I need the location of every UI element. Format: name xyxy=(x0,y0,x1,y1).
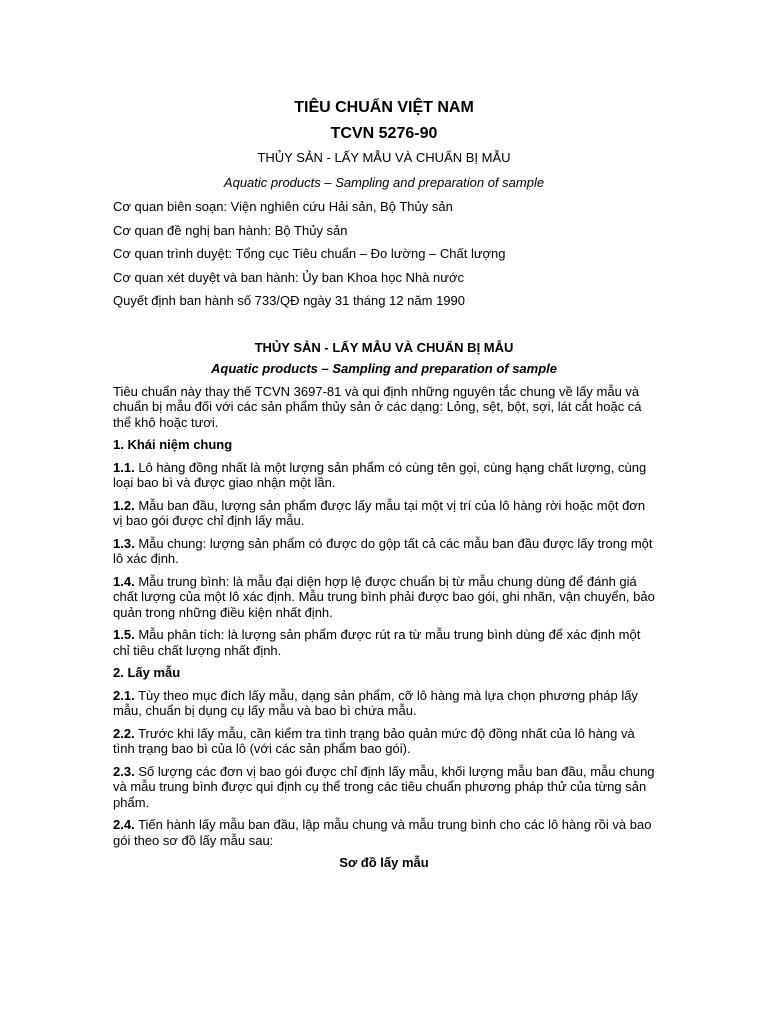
clause-text: Số lượng các đơn vị bao gói được chỉ định lấy mẫu, khối lượng mẫu ban đầu, mẫu chung và mẫu trung bình được qui định cụ thể trong các tiêu chuẩn phương pháp thử của từng sản phẩm. xyxy=(113,763,655,810)
meta-compiler: Cơ quan biên soạn: Viện nghiên cứu Hải sản, Bộ Thủy sản xyxy=(113,199,453,214)
clause-2-2 xyxy=(113,726,655,757)
meta-submitter: Cơ quan trình duyệt: Tổng cục Tiêu chuẩn – Đo lường – Chất lượng xyxy=(113,246,506,261)
clause-number: 1.3. xyxy=(113,535,135,551)
clause-1-4 xyxy=(113,574,655,621)
diagram-title: Sơ đồ lấy mẫu xyxy=(339,855,429,870)
standard-code: TCVN 5276-90 xyxy=(330,125,438,142)
clause-1-2 xyxy=(113,498,655,529)
clause-text: Mẫu ban đầu, lượng sản phẩm được lấy mẫu tại một vị trí của lô hàng rời hoặc một đơn vị bao gói được chỉ định lấy mẫu. xyxy=(113,497,646,528)
clause-text: Tùy theo mục đích lấy mẫu, dạng sản phẩm, cỡ lô hàng mà lựa chọn phương pháp lấy mẫu, chuẩn bị dụng cụ lấy mẫu và bao bì chứa mẫu. xyxy=(113,687,638,718)
clause-text: Mẫu chung: lượng sản phẩm có được do gộp tất cả các mẫu ban đầu được lấy trong một lô xác định. xyxy=(113,535,653,566)
body-title-vietnamese: THỦY SẢN - LẤY MẪU VÀ CHUẨN BỊ MẪU xyxy=(254,339,514,355)
clause-1-5 xyxy=(113,627,655,658)
clause-number: 2.3. xyxy=(113,763,135,779)
clause-number: 2.4. xyxy=(113,817,135,832)
clause-1-1 xyxy=(113,460,655,491)
subtitle-vietnamese: THỦY SẢN - LẤY MẪU VÀ CHUẨN BỊ MẪU xyxy=(257,150,511,165)
clause-text: Trước khi lấy mẫu, cần kiểm tra tình trạng bảo quản mức độ đồng nhất của lô hàng và tình trạng bao bì của lô (với các sản phẩm bao gói). xyxy=(113,725,635,756)
meta-decision: Quyết định ban hành số 733/QĐ ngày 31 tháng 12 năm 1990 xyxy=(113,293,465,308)
clause-1-3 xyxy=(113,536,655,567)
clause-text: Lô hàng đồng nhất là một lượng sản phẩm có cùng tên gọi, cùng hạng chất lượng, cùng loại bao bì và được giao nhận một lần. xyxy=(113,459,647,490)
intro-paragraph: Tiêu chuẩn này thay thế TCVN 3697-81 và qui định những nguyên tắc chung về lấy mẫu và chuẩn bị mẫu đối với các sản phẩm thủy sản ở các dạng: Lỏng, sệt, bột, sợi, lát cắt hoặc cá thể khô hoặc tươi. xyxy=(113,383,642,430)
clause-number: 2.1. xyxy=(113,687,135,703)
meta-proposer: Cơ quan đề nghị ban hành: Bộ Thủy sản xyxy=(113,222,348,238)
clause-number: 1.5. xyxy=(113,627,135,642)
clause-2-1 xyxy=(113,688,655,719)
document-title: TIÊU CHUẨN VIỆT NAM xyxy=(294,99,474,116)
clause-2-3 xyxy=(113,764,655,811)
meta-approver: Cơ quan xét duyệt và ban hành: Ủy ban Khoa học Nhà nước xyxy=(113,269,464,285)
subtitle-english: Aquatic products – Sampling and preparation of sample xyxy=(223,174,545,190)
body-title-english: Aquatic products – Sampling and preparation of sample xyxy=(211,361,557,376)
clause-number: 1.4. xyxy=(113,573,135,589)
clause-number: 1.2. xyxy=(113,497,135,513)
clause-number: 2.2. xyxy=(113,725,135,741)
clause-text: Tiến hành lấy mẫu ban đầu, lập mẫu chung và mẫu trung bình cho các lô hàng rồi và bao gói theo sơ đồ lấy mẫu sau: xyxy=(113,817,652,848)
section-2-heading: 2. Lấy mẫu xyxy=(113,665,181,680)
section-1-heading: 1. Khái niệm chung xyxy=(113,437,233,452)
clause-text: Mẫu phân tích: là lượng sản phẩm được rút ra từ mẫu trung bình dùng để xác định một chỉ tiêu chất lượng nhất định. xyxy=(113,627,641,658)
metadata-block xyxy=(113,199,655,309)
clause-number: 1.1. xyxy=(113,459,135,475)
spacer xyxy=(113,317,655,340)
clause-2-4 xyxy=(113,817,655,848)
clause-text: Mẫu trung bình: là mẫu đại diện hợp lệ được chuẩn bị từ mẫu chung dùng để đánh giá chất lượng của một lô xác định. Mẫu trung bình phải được bao gói, ghi nhãn, vận chuyển, bảo quản trong những điều kiện nhất định. xyxy=(113,573,655,620)
